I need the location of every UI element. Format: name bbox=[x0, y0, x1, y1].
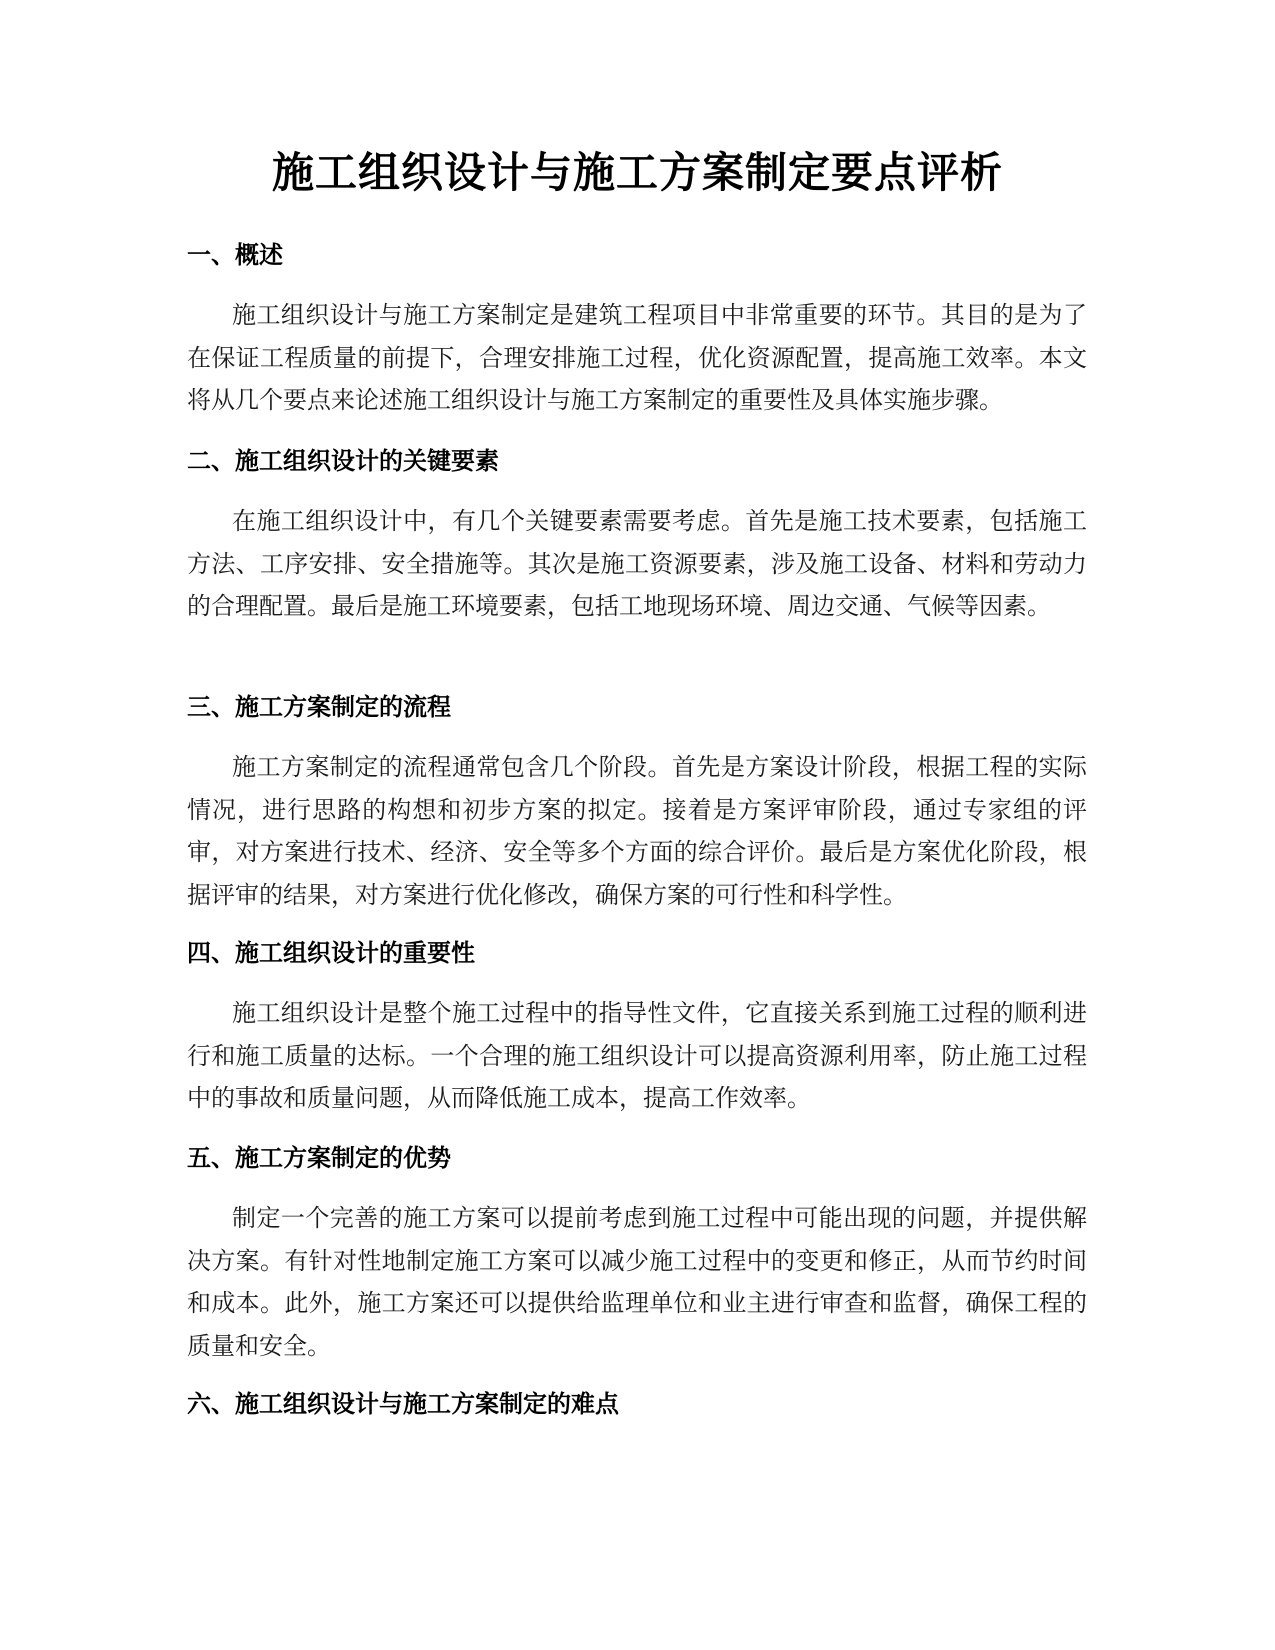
section-heading-process: 三、施工方案制定的流程 bbox=[187, 693, 451, 721]
section-heading-advantages: 五、施工方案制定的优势 bbox=[187, 1144, 451, 1172]
section-heading-importance: 四、施工组织设计的重要性 bbox=[187, 939, 475, 967]
section-body-process: 施工方案制定的流程通常包含几个阶段。首先是方案设计阶段，根据工程的实际情况，进行思路的构想和初步方案的拟定。接着是方案评审阶段，通过专家组的评审，对方案进行技术、经济、安全等多个方面的综合评价。最后是方案优化阶段，根据评审的结果，对方案进行优化修改，确保方案的可行性和科学性。 bbox=[187, 753, 1087, 909]
section-body-advantages: 制定一个完善的施工方案可以提前考虑到施工过程中可能出现的问题，并提供解决方案。有针对性地制定施工方案可以减少施工过程中的变更和修正，从而节约时间和成本。此外，施工方案还可以提供给监理单位和业主进行审查和监督，确保工程的质量和安全。 bbox=[187, 1204, 1087, 1360]
section-heading-key-elements: 二、施工组织设计的关键要素 bbox=[187, 447, 499, 475]
section-heading-difficulties: 六、施工组织设计与施工方案制定的难点 bbox=[187, 1390, 619, 1418]
section-body-importance: 施工组织设计是整个施工过程中的指导性文件，它直接关系到施工过程的顺利进行和施工质量的达标。一个合理的施工组织设计可以提高资源利用率，防止施工过程中的事故和质量问题，从而降低施工成本，提高工作效率。 bbox=[187, 999, 1087, 1112]
document-title: 施工组织设计与施工方案制定要点评析 bbox=[271, 148, 1003, 197]
section-body-overview: 施工组织设计与施工方案制定是建筑工程项目中非常重要的环节。其目的是为了在保证工程质量的前提下，合理安排施工过程，优化资源配置，提高施工效率。本文将从几个要点来论述施工组织设计与施工方案制定的重要性及具体实施步骤。 bbox=[187, 301, 1087, 414]
section-body-key-elements: 在施工组织设计中，有几个关键要素需要考虑。首先是施工技术要素，包括施工方法、工序安排、安全措施等。其次是施工资源要素，涉及施工设备、材料和劳动力的合理配置。最后是施工环境要素，包括工地现场环境、周边交通、气候等因素。 bbox=[187, 507, 1087, 620]
section-heading-overview: 一、概述 bbox=[187, 241, 283, 269]
